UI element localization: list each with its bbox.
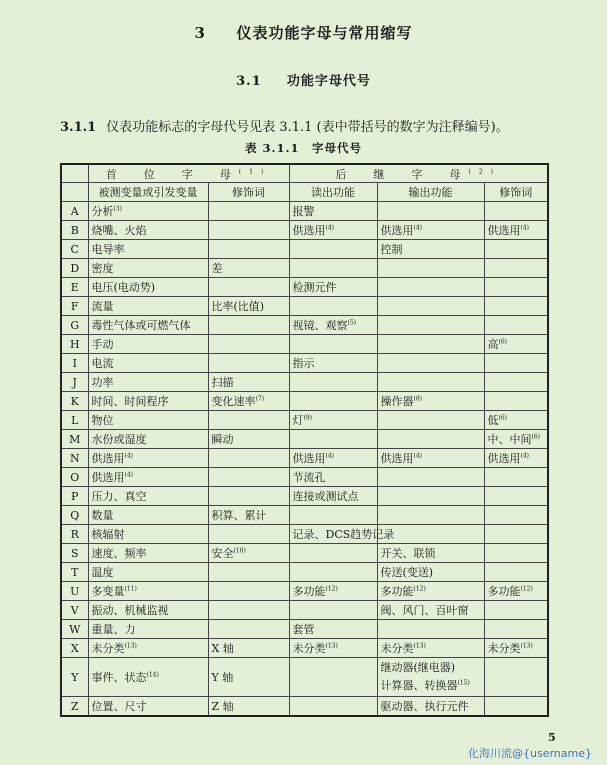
cell-modifier: Y 轴 [208,658,289,697]
cell-readout-function: 视镜、观察$^{(5)}$ [289,316,377,335]
table-row-e [61,278,548,297]
cell-readout-function: 多功能$^{(12)}$ [289,582,377,601]
table-row-v [61,601,548,620]
table-row-l [61,411,548,430]
cell-output-function [377,278,484,297]
cell-modifier: 瞬动 [208,430,289,449]
table-caption: 表 3.1.1 字母代号 [244,141,362,155]
cell-output-function [377,411,484,430]
cell-modifier [208,525,289,544]
table-row-f [61,297,548,316]
cell-succeeding-modifier [484,525,548,544]
cell-readout-function: 连接或测试点 [289,487,377,506]
cell-readout-function: 报警 [289,202,377,221]
cell-modifier [208,240,289,259]
row-letter: Z [61,697,88,717]
cell-modifier [208,563,289,582]
cell-readout-function: 节流孔 [289,468,377,487]
cell-measured-variable: 事件、状态$^{(14)}$ [88,658,208,697]
cell-output-function [377,430,484,449]
cell-modifier [208,202,289,221]
cell-output-function: 开关、联锁 [377,544,484,563]
cell-succeeding-modifier [484,620,548,639]
paragraph-text: 仪表功能标志的字母代号见表 3.1.1 (表中带括号的数字为注释编号)。 [106,120,509,135]
table-row-a [61,202,548,221]
cell-modifier: 扫描 [208,373,289,392]
cell-measured-variable: 电导率 [88,240,208,259]
cell-readout-function: 指示 [289,354,377,373]
paragraph [60,116,600,135]
cell-succeeding-modifier: 中、中间$^{(6)}$ [484,430,548,449]
table-row-x [61,639,548,658]
row-letter: C [61,240,88,259]
column-header-output-function: 输出功能 [377,183,484,202]
cell-readout-function: 套管 [289,620,377,639]
cell-measured-variable: 水份或湿度 [88,430,208,449]
table-row-g [61,316,548,335]
cell-measured-variable: 时间、时间程序 [88,392,208,411]
table-row-s [61,544,548,563]
table-row-d [61,259,548,278]
cell-modifier [208,278,289,297]
cell-modifier: 变化速率$^{(7)}$ [208,392,289,411]
table-row-q [61,506,548,525]
cell-modifier: 比率(比值) [208,297,289,316]
cell-readout-function [289,392,377,411]
cell-modifier: 差 [208,259,289,278]
chapter-title-text: 仪表功能字母与常用缩写 [236,24,413,42]
cell-output-function [377,316,484,335]
cell-measured-variable: 密度 [88,259,208,278]
table-row-u [61,582,548,601]
table-row-w [61,620,548,639]
cell-output-function [377,202,484,221]
cell-succeeding-modifier [484,697,548,717]
cell-measured-variable: 分析$^{(3)}$ [88,202,208,221]
row-letter: G [61,316,88,335]
row-letter: E [61,278,88,297]
cell-succeeding-modifier [484,487,548,506]
cell-measured-variable: 数量 [88,506,208,525]
cell-readout-function [289,506,377,525]
row-letter: H [61,335,88,354]
table-row-t [61,563,548,582]
cell-modifier: 安全$^{(10)}$ [208,544,289,563]
cell-measured-variable: 手动 [88,335,208,354]
cell-output-function [377,297,484,316]
cell-succeeding-modifier: 高$^{(6)}$ [484,335,548,354]
column-header-modifier: 修饰词 [208,183,289,202]
output-function-line-1: 继动器(继电器) [380,661,456,674]
cell-modifier [208,449,289,468]
column-header-readout-function: 读出功能 [289,183,377,202]
cell-succeeding-modifier [484,373,548,392]
row-letter: X [61,639,88,658]
cell-output-function [377,487,484,506]
cell-succeeding-modifier [484,544,548,563]
cell-measured-variable: 位置、尺寸 [88,697,208,717]
row-letter: R [61,525,88,544]
section-title-text: 功能字母代号 [286,74,371,89]
column-header-row [61,183,548,202]
cell-readout-function [289,335,377,354]
cell-succeeding-modifier [484,392,548,411]
table-row-p [61,487,548,506]
cell-modifier: 积算、累计 [208,506,289,525]
cell-readout-function: 灯$^{(9)}$ [289,411,377,430]
cell-output-function [377,335,484,354]
table-row-y [61,658,548,697]
cell-succeeding-modifier [484,259,548,278]
cell-succeeding-modifier [484,658,548,697]
page-number: 5 [548,731,556,744]
cell-succeeding-modifier [484,316,548,335]
row-letter: K [61,392,88,411]
cell-succeeding-modifier: 多功能$^{(12)}$ [484,582,548,601]
row-letter: U [61,582,88,601]
paragraph-number: 3.1.1 [60,120,97,135]
cell-modifier [208,620,289,639]
cell-output-function: 未分类$^{(13)}$ [377,639,484,658]
cell-readout-function [289,240,377,259]
cell-output-function: 控制 [377,240,484,259]
table-row-z [61,697,548,717]
cell-measured-variable: 压力、真空 [88,487,208,506]
cell-succeeding-modifier [484,297,548,316]
row-letter: J [61,373,88,392]
cell-modifier: X 轴 [208,639,289,658]
cell-modifier [208,335,289,354]
cell-readout-function: 记录、DCS趋势记录 [289,525,377,544]
cell-output-function: 多功能$^{(12)}$ [377,582,484,601]
cell-succeeding-modifier [484,468,548,487]
cell-measured-variable: 物位 [88,411,208,430]
cell-measured-variable: 电压(电动势) [88,278,208,297]
cell-readout-function [289,430,377,449]
cell-modifier [208,316,289,335]
cell-measured-variable: 供选用$^{(4)}$ [88,449,208,468]
cell-measured-variable: 烧嘴、火焰 [88,221,208,240]
cell-measured-variable: 未分类$^{(13)}$ [88,639,208,658]
cell-succeeding-modifier [484,354,548,373]
cell-readout-function: 供选用$^{(4)}$ [289,449,377,468]
cell-readout-function [289,601,377,620]
group-header-row [61,164,548,183]
cell-output-function [377,658,484,697]
letter-code-table [60,163,549,717]
chapter-title [0,22,607,43]
cell-modifier [208,411,289,430]
cell-modifier [208,487,289,506]
cell-readout-function [289,563,377,582]
cell-output-function: 供选用$^{(4)}$ [377,449,484,468]
cell-output-function [377,354,484,373]
cell-measured-variable: 重量、力 [88,620,208,639]
cell-succeeding-modifier [484,278,548,297]
cell-output-function [377,506,484,525]
column-header-succeeding-modifier: 修饰词 [484,183,548,202]
row-letter: Q [61,506,88,525]
output-function-line-2: 计算器、转换器$^{(15)}$ [380,679,470,692]
cell-readout-function [289,259,377,278]
cell-measured-variable: 毒性气体或可燃气体 [88,316,208,335]
cell-modifier: Z 轴 [208,697,289,717]
cell-output-function: 操作器$^{(8)}$ [377,392,484,411]
cell-succeeding-modifier [484,506,548,525]
cell-modifier [208,468,289,487]
row-letter: O [61,468,88,487]
cell-measured-variable: 供选用$^{(4)}$ [88,468,208,487]
table-row-j [61,373,548,392]
letter-column-header [61,164,88,183]
cell-succeeding-modifier: 供选用$^{(4)}$ [484,221,548,240]
cell-modifier [208,582,289,601]
cell-output-function [377,373,484,392]
cell-modifier [208,601,289,620]
cell-succeeding-modifier: 低$^{(6)}$ [484,411,548,430]
cell-output-function [377,620,484,639]
cell-readout-function [289,544,377,563]
row-letter: V [61,601,88,620]
letter-column-header-blank [61,183,88,202]
row-letter: P [61,487,88,506]
table-row-k [61,392,548,411]
table-row-b [61,221,548,240]
cell-output-function [377,259,484,278]
section-number: 3.1 [236,74,262,89]
cell-readout-function: 供选用$^{(4)}$ [289,221,377,240]
row-letter: M [61,430,88,449]
cell-readout-function [289,297,377,316]
cell-output-function [377,468,484,487]
table-row-m [61,430,548,449]
cell-succeeding-modifier [484,240,548,259]
row-letter: S [61,544,88,563]
cell-succeeding-modifier [484,202,548,221]
cell-measured-variable: 流量 [88,297,208,316]
cell-output-function: 阀、风门、百叶窗 [377,601,484,620]
cell-succeeding-modifier: 供选用$^{(4)}$ [484,449,548,468]
cell-succeeding-modifier: 未分类$^{(13)}$ [484,639,548,658]
table-body [61,202,548,717]
cell-readout-function [289,697,377,717]
row-letter: W [61,620,88,639]
section-title [0,70,607,89]
row-letter: A [61,202,88,221]
group-header-succeeding-letters: 后 继 字 母$^{(2)}$ [289,164,548,183]
cell-modifier [208,354,289,373]
row-letter: Y [61,658,88,697]
row-letter: F [61,297,88,316]
cell-readout-function [289,658,377,697]
row-letter: N [61,449,88,468]
table-row-n [61,449,548,468]
cell-output-function: 传送(变送) [377,563,484,582]
group-header-first-letters: 首 位 字 母$^{(1)}$ [88,164,289,183]
row-letter: L [61,411,88,430]
cell-measured-variable: 电流 [88,354,208,373]
cell-readout-function: 检测元件 [289,278,377,297]
cell-readout-function: 未分类$^{(13)}$ [289,639,377,658]
cell-output-function: 供选用$^{(4)}$ [377,221,484,240]
cell-measured-variable: 速度、频率 [88,544,208,563]
watermark: 化海川流@{username} [468,747,592,760]
cell-readout-function [289,373,377,392]
cell-measured-variable: 温度 [88,563,208,582]
table-row-i [61,354,548,373]
row-letter: T [61,563,88,582]
row-letter: B [61,221,88,240]
cell-measured-variable: 核辐射 [88,525,208,544]
table-row-o [61,468,548,487]
cell-succeeding-modifier [484,601,548,620]
table-row-r [61,525,548,544]
table-row-c [61,240,548,259]
row-letter: I [61,354,88,373]
cell-measured-variable: 振动、机械监视 [88,601,208,620]
cell-modifier [208,221,289,240]
cell-measured-variable: 功率 [88,373,208,392]
cell-output-function: 驱动器、执行元件 [377,697,484,717]
cell-succeeding-modifier [484,563,548,582]
column-header-measured-variable: 被测变量或引发变量 [88,183,208,202]
row-letter: D [61,259,88,278]
chapter-number: 3 [194,24,206,42]
cell-measured-variable: 多变量$^{(11)}$ [88,582,208,601]
table-row-h [61,335,548,354]
